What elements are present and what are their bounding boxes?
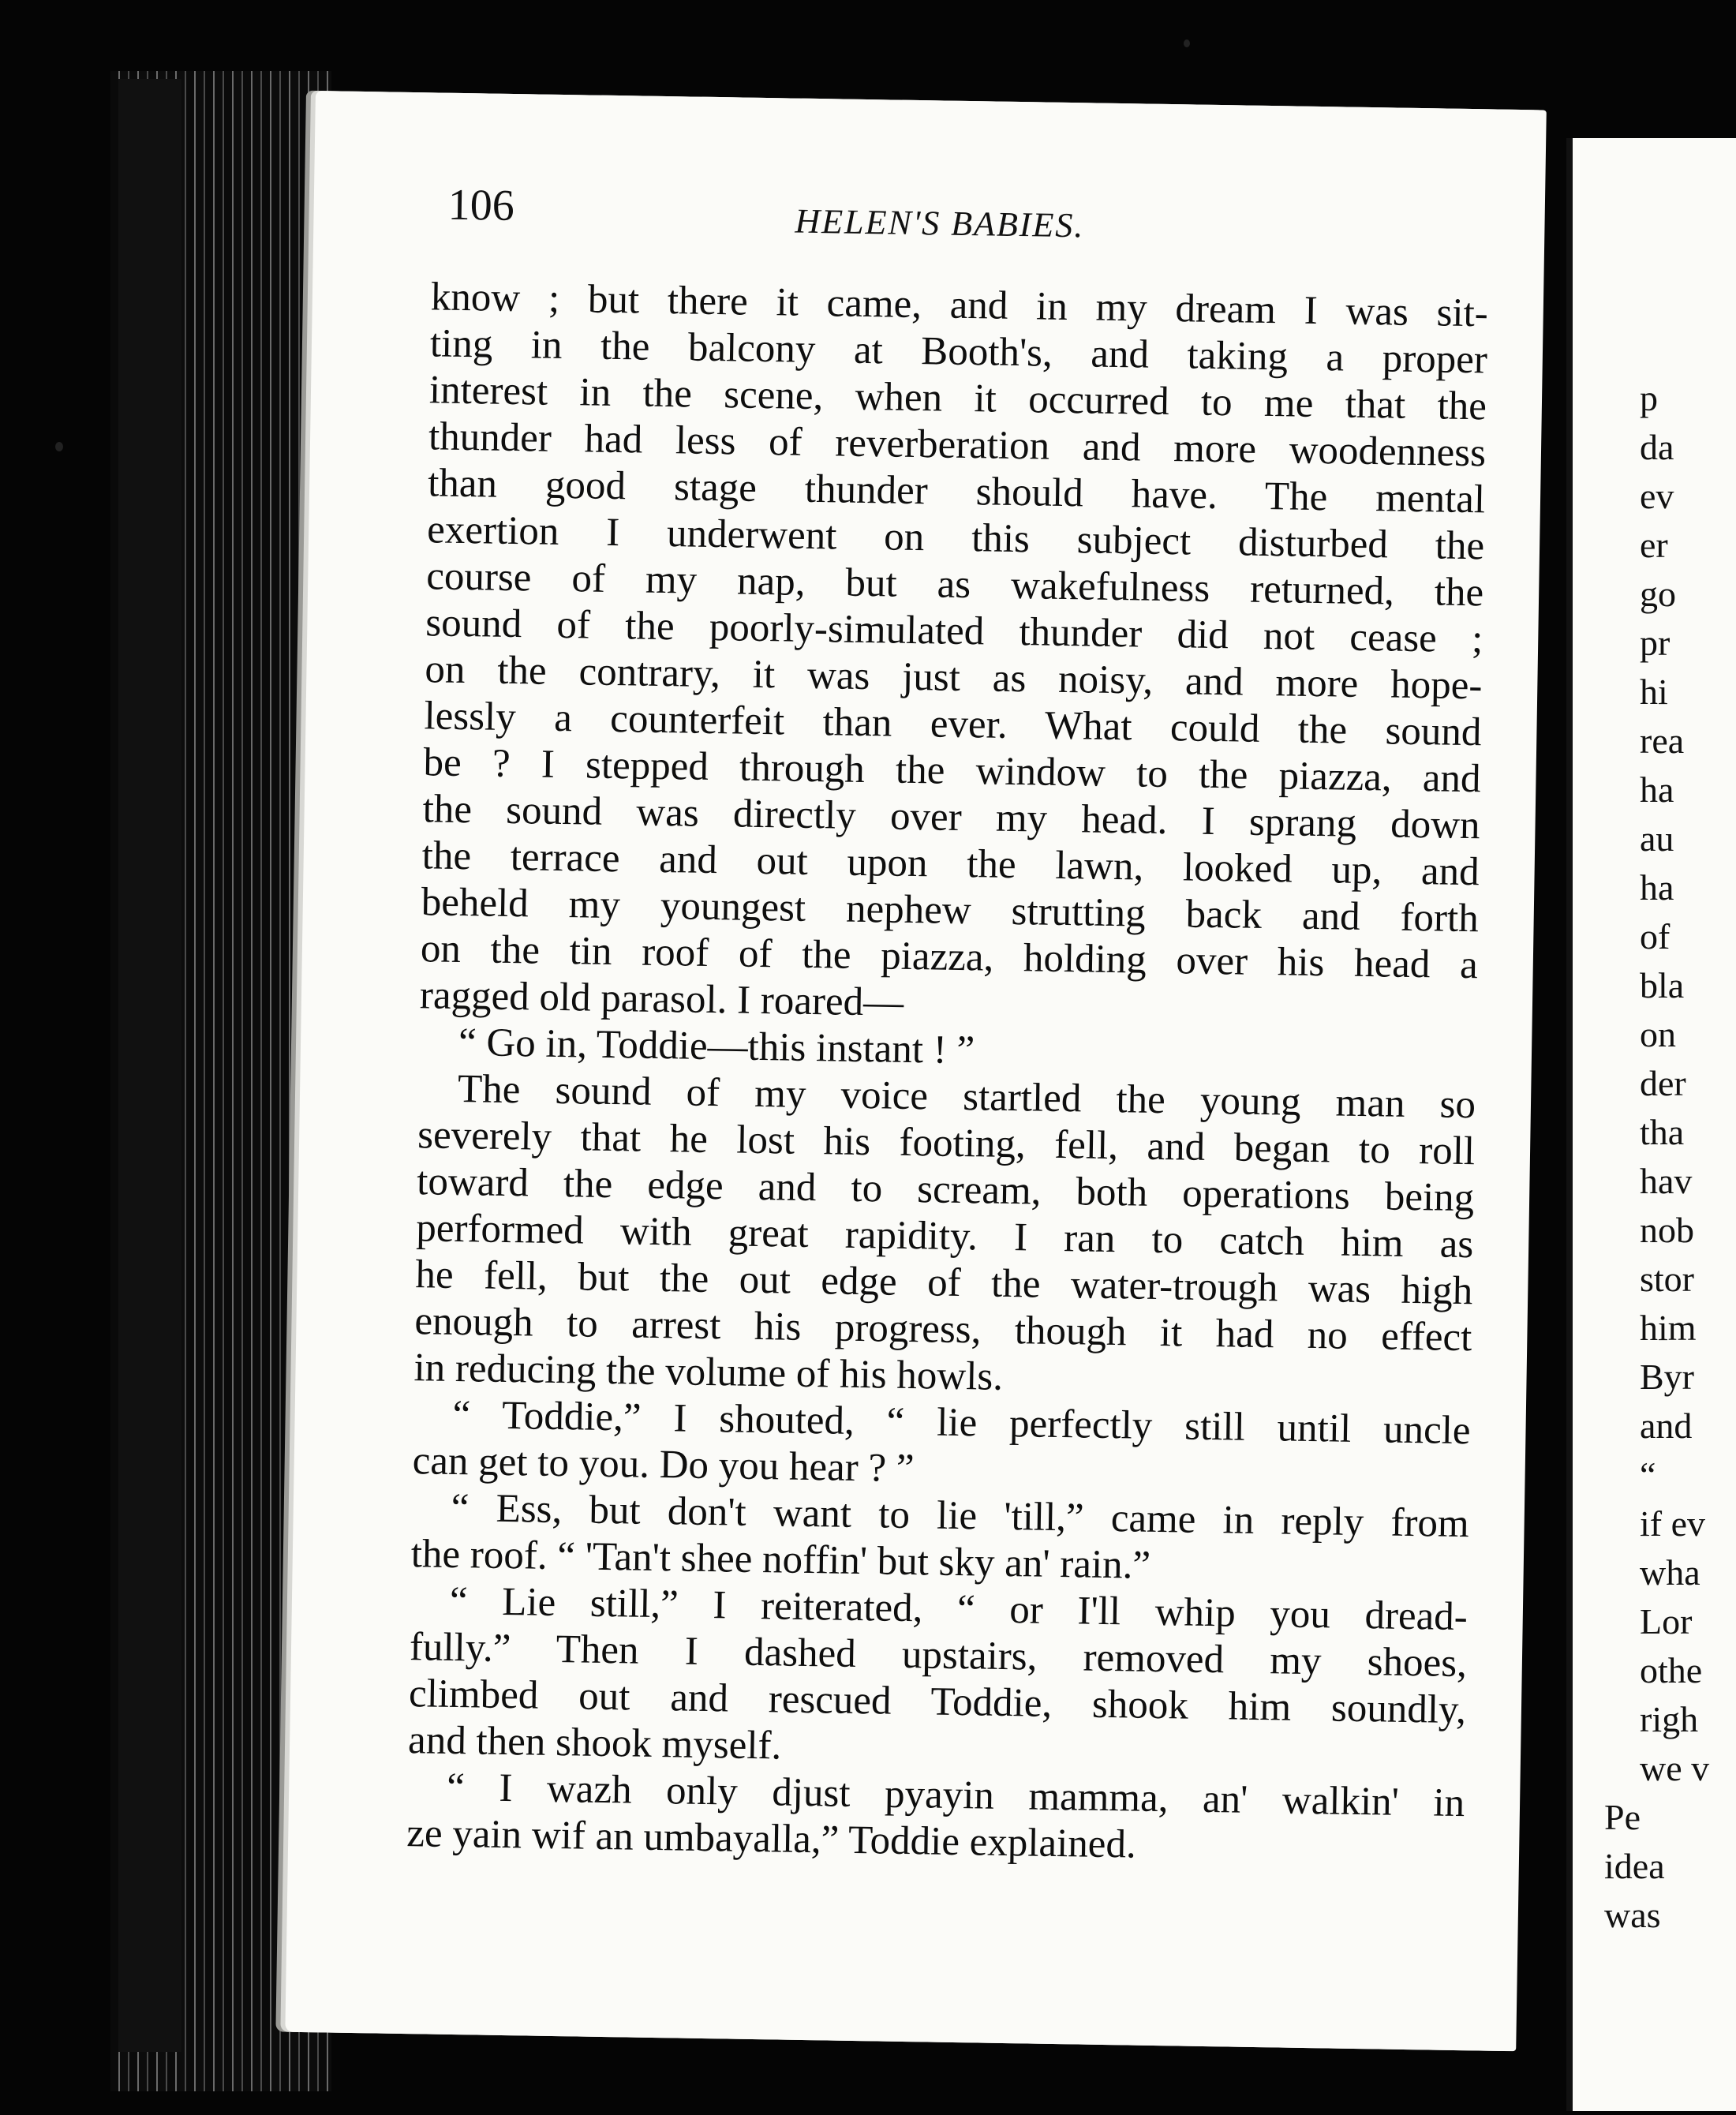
dust-speck [1184,39,1190,47]
text-line: and then shook myself. [407,1718,782,1769]
text-line: “ Lie still,” I reiterated, “ or I'll whip you dread- [449,1578,1468,1640]
text-line: lessly a counterfeit than ever. What could the sound [424,694,1482,755]
text-line: the sound was directly over my head. I sprang down [422,787,1480,848]
right-page-text-fragment: p [1640,378,1658,418]
text-line: course of my nap, but as wakefulness returned, the [425,554,1484,616]
right-page-text-fragment: go [1640,574,1676,614]
right-page-text-fragment: on [1640,1014,1676,1054]
text-line: on the tin roof of the piazza, holding over his head a [420,926,1479,988]
text-line: in reducing the volume of his howls. [413,1346,1004,1399]
page-number: 106 [447,180,515,230]
text-line: the terrace and out upon the lawn, looked up, and [421,833,1480,895]
text-line: exertion I underwent on this subject disturbed the [426,507,1485,569]
right-page-text-fragment: othe [1640,1650,1703,1690]
right-page-text-fragment: idea [1604,1846,1665,1886]
right-page-text-fragment: nob [1640,1210,1694,1250]
right-page-text-fragment: of [1640,916,1671,956]
right-page-text-fragment: pr [1640,623,1671,663]
text-line: sound of the poorly-simulated thunder did not cease ; [425,601,1483,662]
right-page-fragment [1566,138,1736,2111]
right-page-text-fragment: ha [1640,769,1674,810]
right-page-text-fragment: we v [1640,1748,1710,1788]
right-page-text-fragment: stor [1640,1259,1694,1299]
text-line: ragged old parasol. I roared— [419,973,904,1025]
right-page-text-fragment: hav [1640,1161,1693,1201]
right-page-text-fragment: was [1604,1895,1661,1935]
right-page-text-fragment: Byr [1640,1357,1694,1397]
text-line: ting in the balcony at Booth's, and taking a proper [429,321,1488,383]
right-page-text-fragment: “ [1640,1454,1656,1495]
text-line: “ Go in, Toddie—this instant ! ” [458,1020,975,1073]
text-line: ze yain wif an umbayalla,” Toddie explained. [406,1811,1137,1867]
text-line: “ Toddie,” I shouted, “ lie perfectly still until uncle [452,1392,1471,1454]
right-page-text-fragment: Pe [1604,1797,1641,1837]
right-page-text-fragment: and [1640,1406,1693,1446]
text-line: the roof. “ 'Tan't shee noffin' but sky an' rain.” [410,1532,1151,1588]
right-page-text-fragment: rea [1640,721,1685,761]
right-page-text-fragment: tha [1640,1112,1685,1152]
text-line: “ I wazh only djust pyayin mamma, an' walkin' in [446,1765,1465,1826]
left-page [285,91,1546,2051]
right-page-text-fragment: if ev [1640,1503,1706,1544]
text-line: fully.” Then I dashed upstairs, removed my shoes, [409,1625,1468,1686]
right-page-text-fragment: da [1640,427,1674,467]
text-line: severely that he lost his footing, fell, and began to roll [417,1113,1476,1174]
right-page-text-fragment: au [1640,818,1674,859]
right-page-text-fragment: righ [1640,1699,1699,1739]
right-page-text-fragment: bla [1640,965,1685,1005]
text-line: “ Ess, but don't want to lie 'till,” came in reply from [451,1485,1470,1547]
right-page-text-fragment: ha [1640,867,1674,908]
text-line: thunder had less of reverberation and more woodenness [428,414,1487,476]
text-line: interest in the scene, when it occurred to me that the [428,368,1487,429]
text-line: be ? I stepped through the window to the piazza, and [423,740,1481,802]
text-line: can get to you. Do you hear ? ” [412,1439,915,1492]
text-line: toward the edge and to scream, both operations being [416,1159,1475,1221]
right-page-text-fragment: hi [1640,672,1668,712]
right-page-text-fragment: him [1640,1308,1697,1348]
text-line: enough to arrest his progress, though it had no effect [414,1299,1472,1361]
dust-speck [55,442,63,451]
text-line: than good stage thunder should have. The mental [427,461,1486,522]
book-spine [118,79,181,2052]
text-line: performed with great rapidity. I ran to catch him as [415,1206,1474,1267]
text-line: climbed out and rescued Toddie, shook him soundly, [408,1671,1467,1733]
right-page-text-fragment: ev [1640,476,1674,516]
text-line: he fell, but the out edge of the water-trough was high [415,1252,1473,1314]
text-line: The sound of my voice startled the young man so [457,1066,1476,1128]
right-page-text-fragment: Lor [1640,1601,1693,1641]
right-page-text-fragment: der [1640,1063,1686,1103]
right-page-text-fragment: er [1640,525,1668,565]
running-title: HELEN'S BABIES. [795,201,1085,245]
body-text [406,274,1488,1874]
text-line: on the contrary, it was just as noisy, and more hope- [425,647,1483,709]
text-line: beheld my youngest nephew strutting back and forth [421,880,1480,941]
right-page-text-fragment: wha [1640,1552,1700,1593]
text-line: know ; but there it came, and in my dream I was sit- [430,275,1489,336]
page-header [447,180,1553,260]
